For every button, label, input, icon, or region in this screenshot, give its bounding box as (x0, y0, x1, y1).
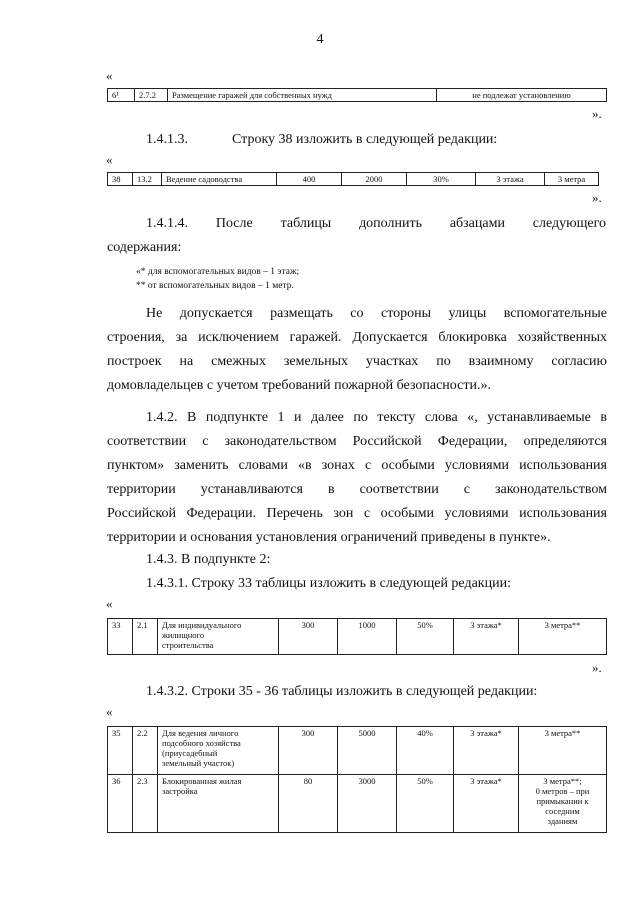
page-number: 4 (316, 32, 324, 47)
cell-num: 36 (108, 775, 133, 833)
cell-code: 13.2 (133, 173, 162, 186)
cell-num: 6¹ (108, 89, 135, 102)
cell-max: 2000 (342, 173, 407, 186)
heading-1414-line2: содержания: (107, 240, 182, 255)
close-quote: ». (592, 660, 602, 675)
cell-min: 300 (279, 619, 338, 655)
cell-min: 400 (277, 173, 342, 186)
cell-num: 35 (108, 727, 133, 775)
cell-code: 2.7.2 (135, 89, 168, 102)
note-1: «* для вспомогательных видов – 1 этаж; (136, 267, 300, 277)
table-row-35 (108, 727, 607, 775)
cell-code: 2.2 (133, 727, 158, 775)
cell-num: 38 (108, 173, 133, 186)
cell-code: 2.1 (133, 619, 158, 655)
cell-max: 3000 (338, 775, 397, 833)
cell-max: 1000 (338, 619, 397, 655)
heading-1413-text: Строку 38 изложить в следующей редакции: (232, 132, 498, 147)
cell-max: 5000 (338, 727, 397, 775)
cell-dist: 3 метра** (519, 619, 607, 655)
heading-143: 1.4.3. В подпункте 2: (146, 552, 271, 567)
close-quote: ». (592, 190, 602, 205)
cell-name: Ведение садоводства (162, 173, 277, 186)
paragraph-2: 1.4.2. В подпункте 1 и далее по тексту слова «, устанавливаемые в соответствии с законодательством Российской Федерации, определяются пунктом» заменить словами «в зонах с особыми условиями использования территории устанавливаются в соответствии с законодательством Российской Федерации. Перечень зон с особыми условиями использования территории и основания установления ограничений приведены в пункте». (107, 410, 607, 545)
cell-floors: 3 этажа* (454, 727, 519, 775)
cell-name: Блокированная жилая застройка (158, 775, 279, 833)
heading-1413-num: 1.4.1.3. (146, 132, 188, 147)
heading-1414: 1.4.1.4. После таблицы дополнить абзацами следующего (146, 216, 606, 231)
cell-pct: 50% (397, 619, 454, 655)
cell-min: 80 (279, 775, 338, 833)
open-quote: « (106, 68, 113, 83)
cell-pct: 40% (397, 727, 454, 775)
paragraph-1: Не допускается размещать со стороны улицы вспомогательные строения, за исключением гаражей. Допускается блокировка хозяйственных построек на смежных земельных участках по взаимному согласию домовладельцев с учетом требований пожарной безопасности.». (107, 306, 607, 393)
close-quote: ». (592, 106, 602, 121)
cell-value: не подлежат установлению (437, 89, 607, 102)
cell-name: Для индивидуального жилищного строительства (158, 619, 279, 655)
open-quote: « (106, 704, 113, 719)
cell-floors: 3 этажа* (454, 619, 519, 655)
cell-num: 33 (108, 619, 133, 655)
table-row-33 (107, 618, 607, 655)
heading-1431: 1.4.3.1. Строку 33 таблицы изложить в следующей редакции: (146, 576, 511, 591)
cell-min: 300 (279, 727, 338, 775)
cell-dist: 3 метра**; 0 метров – при примыкании к соседним зданиям (519, 775, 607, 833)
heading-1432: 1.4.3.2. Строки 35 - 36 таблицы изложить в следующей редакции: (146, 684, 538, 699)
note-2: ** от вспомогательных видов – 1 метр. (136, 281, 294, 291)
open-quote: « (106, 152, 113, 167)
cell-name: Размещение гаражей для собственных нужд (168, 89, 437, 102)
cell-pct: 50% (397, 775, 454, 833)
cell-floors: 3 этажа* (454, 775, 519, 833)
open-quote: « (106, 596, 113, 611)
cell-dist: 3 метра (545, 173, 599, 186)
table-row-6 (107, 88, 607, 102)
cell-name: Для ведения личного подсобного хозяйства (приусадебный земельный участок) (158, 727, 279, 775)
table-row-36 (108, 775, 607, 833)
cell-dist: 3 метра** (519, 727, 607, 775)
cell-floors: 3 этажа (476, 173, 545, 186)
cell-pct: 30% (407, 173, 476, 186)
table-rows-35-36 (107, 726, 607, 833)
table-row-38 (107, 172, 599, 186)
cell-code: 2.3 (133, 775, 158, 833)
